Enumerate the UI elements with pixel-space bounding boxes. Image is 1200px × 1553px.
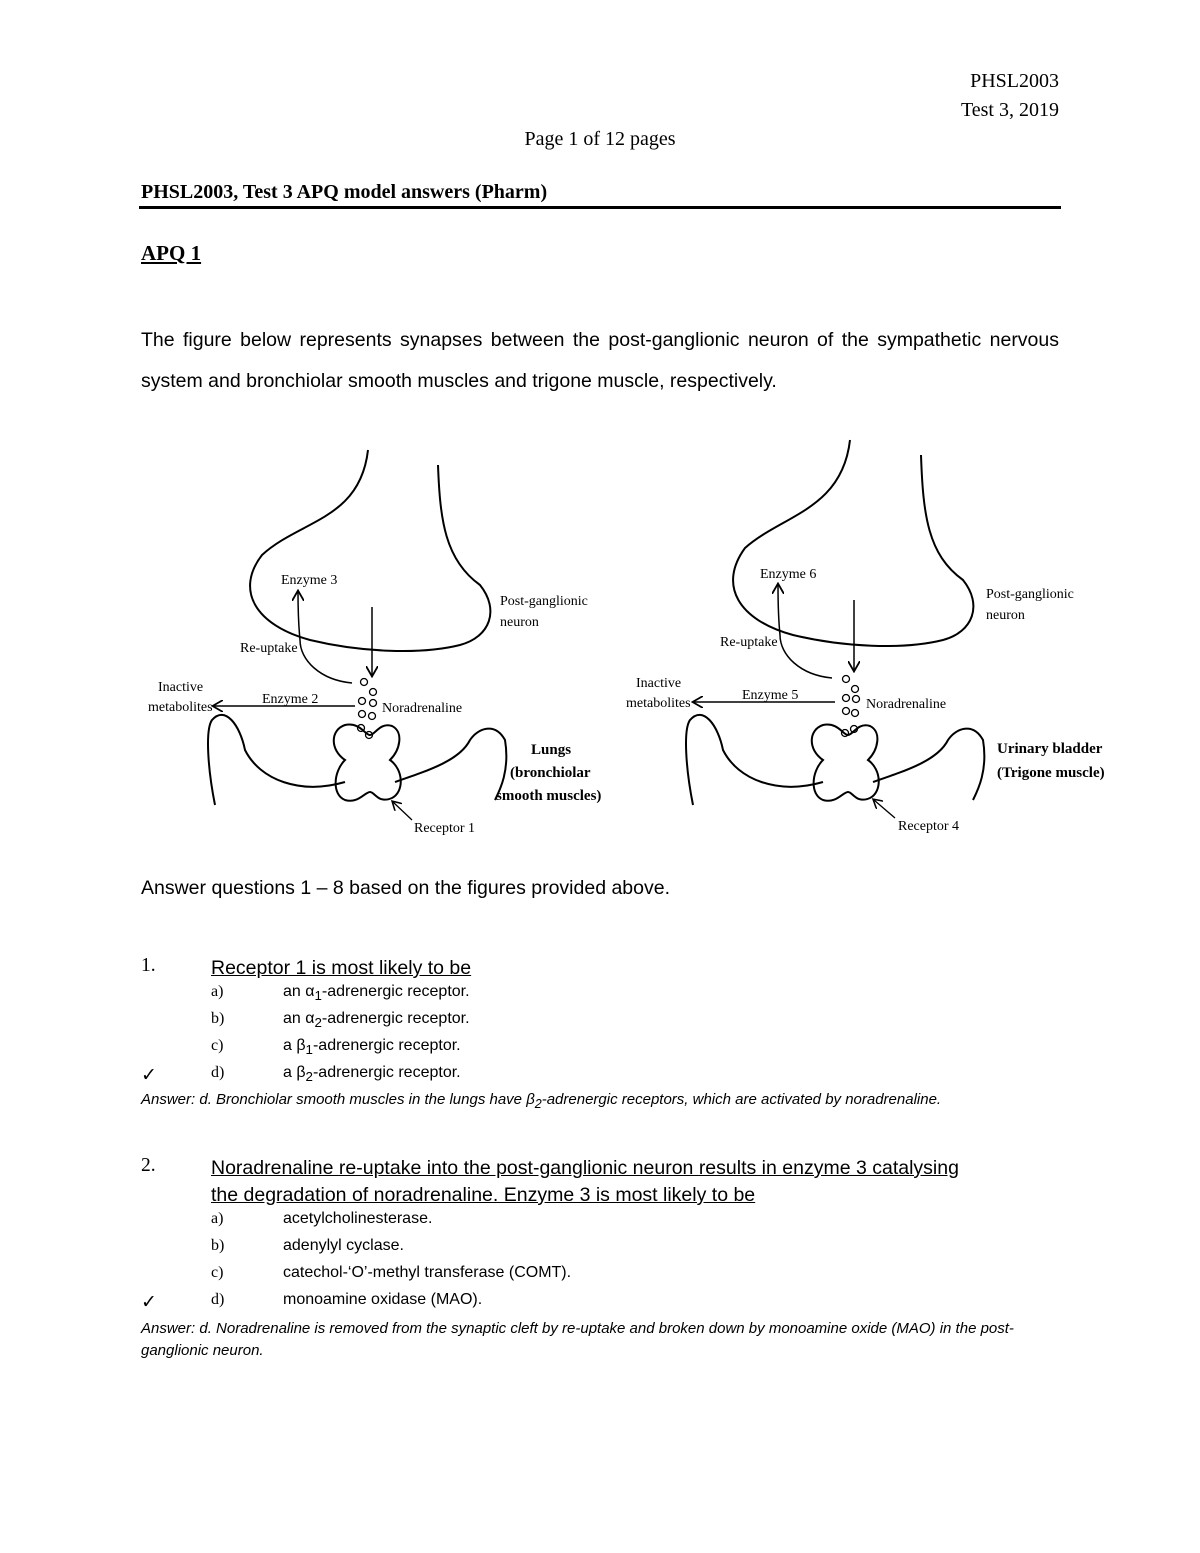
left-neuron-label-2: neuron: [500, 615, 539, 630]
option-text: monoamine oxidase (MAO).: [283, 1291, 483, 1308]
section-heading: APQ 1: [141, 241, 202, 265]
option-text: acetylcholinesterase.: [283, 1210, 433, 1227]
left-enzyme-side: Enzyme 2: [262, 692, 319, 707]
option-text: an $\alpha_1$-adrenergic receptor.: [283, 983, 470, 1004]
option-letter: a): [211, 1210, 224, 1227]
q2-option-c: [0, 1264, 1200, 1291]
right-transmitter: Noradrenaline: [866, 697, 947, 712]
left-transmitter: Noradrenaline: [382, 701, 463, 716]
left-neuron-label-1: Post-ganglionic: [500, 594, 588, 609]
left-organ-2: (bronchiolar: [510, 765, 591, 781]
option-letter: b): [211, 1010, 225, 1027]
left-muscle-outline: [208, 715, 345, 805]
left-organ-1: Lungs: [531, 742, 572, 758]
intro-paragraph: The figure below represents synapses between the post-ganglionic neuron of the sympathetic nervous system and bronchiolar smooth muscles and trigone muscle, respectively.: [141, 329, 1059, 392]
left-enzyme-top: Enzyme 3: [281, 573, 338, 588]
option-text: a $\beta_1$-adrenergic receptor.: [283, 1037, 461, 1058]
right-inactive-1: Inactive: [636, 676, 682, 691]
right-enzyme-side: Enzyme 5: [742, 688, 799, 703]
q2-option-d: [0, 1291, 1200, 1318]
option-text: an $\alpha_2$-adrenergic receptor.: [283, 1010, 470, 1031]
option-letter: c): [211, 1264, 224, 1281]
right-organ-1: Urinary bladder: [997, 741, 1103, 757]
right-synapse: [686, 440, 984, 818]
option-letter: b): [211, 1237, 225, 1254]
option-letter: d): [211, 1064, 225, 1081]
right-muscle-outline-right: [873, 729, 984, 800]
left-muscle-outline-right: [395, 729, 506, 800]
q1-option-d: [0, 1064, 1200, 1091]
course-code: PHSL2003: [970, 70, 1059, 92]
correct-tick-icon: ✓: [141, 1064, 157, 1086]
option-text: catechol-‘O’-methyl transferase (COMT).: [283, 1264, 572, 1281]
left-inactive-2: metabolites: [148, 700, 213, 715]
left-reuptake-arrow: [298, 592, 352, 683]
receptor-1-shape: [334, 725, 401, 801]
question-2-text: Noradrenaline re-uptake into the post-ganglionic neuron results in enzyme 3 catalysing the degradation of noradrenaline. Enzyme 3 is most likely to be: [211, 1157, 959, 1206]
left-inactive-1: Inactive: [158, 680, 204, 695]
left-reuptake-label: Re-uptake: [240, 641, 298, 656]
q2-option-b: [0, 1237, 1200, 1264]
right-vesicles: [842, 676, 860, 737]
q1-answer: Answer: d. Bronchiolar smooth muscles in the lungs have $\beta_2$-adrenergic receptors, which are activated by noradrenaline.: [141, 1091, 942, 1111]
title-rule: [139, 206, 1061, 209]
receptor-1-pointer: [393, 802, 412, 820]
left-organ-3: smooth muscles): [496, 788, 602, 804]
receptor-1-label: Receptor 1: [414, 821, 476, 836]
synapse-figure: [0, 430, 1200, 850]
q1-option-b: [0, 1010, 1200, 1037]
right-inactive-2: metabolites: [626, 696, 691, 711]
option-letter: a): [211, 983, 224, 1000]
option-text: adenylyl cyclase.: [283, 1237, 404, 1254]
q2-option-a: [0, 1210, 1200, 1237]
right-neuron-outline: [733, 440, 973, 646]
right-reuptake-label: Re-uptake: [720, 635, 778, 650]
right-enzyme-top: Enzyme 6: [760, 567, 817, 582]
receptor-4-pointer: [874, 800, 895, 818]
right-organ-2: (Trigone muscle): [997, 765, 1105, 781]
right-reuptake-arrow: [778, 585, 832, 678]
q1-option-c: [0, 1037, 1200, 1064]
option-letter: c): [211, 1037, 224, 1054]
page-number: Page 1 of 12 pages: [524, 128, 676, 150]
question-1-number: 1.: [141, 955, 156, 976]
right-muscle-outline: [686, 715, 823, 805]
q2-answer: Answer: d. Noradrenaline is removed from the synaptic cleft by re-uptake and broken down by monoamine oxide (MAO) in the post-ganglionic neuron.: [141, 1320, 1014, 1359]
q1-option-a: [0, 983, 1200, 1010]
left-vesicles: [358, 679, 377, 739]
right-neuron-label-2: neuron: [986, 608, 1025, 623]
option-text: a $\beta_2$-adrenergic receptor.: [283, 1064, 461, 1085]
correct-tick-icon: ✓: [141, 1291, 157, 1313]
left-synapse: [208, 450, 506, 820]
question-1-text: Receptor 1 is most likely to be: [211, 957, 472, 979]
right-neuron-label-1: Post-ganglionic: [986, 587, 1074, 602]
receptor-4-label: Receptor 4: [898, 819, 960, 834]
instruction: Answer questions 1 – 8 based on the figures provided above.: [141, 877, 671, 899]
left-neuron-outline: [250, 450, 490, 651]
question-2-number: 2.: [141, 1155, 156, 1176]
document-title: PHSL2003, Test 3 APQ model answers (Pharm): [141, 181, 548, 203]
test-label: Test 3, 2019: [960, 99, 1059, 121]
option-letter: d): [211, 1291, 225, 1308]
